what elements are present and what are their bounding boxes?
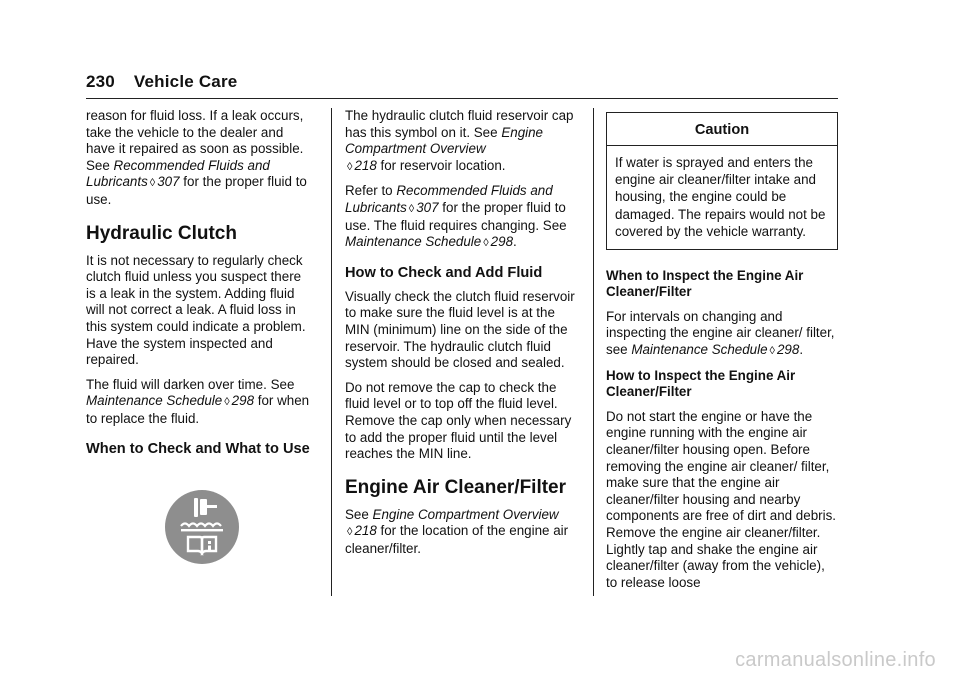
paragraph: It is not necessary to regularly check clutch fluid unless you suspect there is a leak in the system. Adding fluid will not correct a leak. A fluid loss in this system could indicate a problem. Have the system inspected and repaired. <box>86 252 306 368</box>
heading-when-to-inspect: When to Inspect the Engine Air Cleaner/Filter <box>606 267 804 300</box>
xref-icon: ◊ <box>408 202 415 215</box>
heading-how-to-inspect: How to Inspect the Engine Air Cleaner/Filter <box>606 367 796 400</box>
column-divider <box>593 108 594 596</box>
heading-when-to-check: When to Check and What to Use <box>86 440 310 457</box>
paragraph: For intervals on changing and inspecting the engine air cleaner/ filter, see Maintenance Schedule ◊ 298. <box>606 308 835 357</box>
caution-box <box>606 112 838 250</box>
column-1 <box>86 108 310 569</box>
clutch-symbol <box>86 489 310 570</box>
xref-icon: ◊ <box>347 160 353 173</box>
clutch-fluid-reservoir-symbol-icon <box>164 489 240 565</box>
xref-icon: ◊ <box>224 396 230 409</box>
xref-page[interactable]: 298 <box>776 342 800 357</box>
column-3 <box>606 108 838 599</box>
paragraph: The fluid will darken over time. See Maintenance Schedule ◊ 298 for when to replace the fluid. <box>86 376 310 426</box>
xref-page[interactable]: 298 <box>490 234 514 250</box>
xref-page[interactable]: 307 <box>416 199 439 215</box>
page-number: 230 <box>86 72 115 91</box>
xref-icon: ◊ <box>483 237 489 250</box>
xref-icon: ◊ <box>149 177 156 190</box>
xref-page[interactable]: 307 <box>157 174 180 190</box>
xref-page[interactable]: 218 <box>354 523 377 539</box>
column-divider <box>331 108 332 596</box>
paragraph: Do not remove the cap to check the fluid level or to top off the fluid level. Remove the cap only when necessary to add the proper fluid until the level reaches the MIN line. <box>345 379 572 462</box>
xref-link[interactable]: Engine Compartment Overview <box>345 124 544 157</box>
xref-link[interactable]: Maintenance Schedule <box>86 393 223 409</box>
page-header <box>86 72 237 92</box>
xref-link[interactable]: Maintenance Schedule <box>345 234 482 250</box>
paragraph: Visually check the clutch fluid reservoir to make sure the fluid level is at the MIN (minimum) line on the side of the reservoir. The hydraulic clutch fluid system should be closed and sealed. <box>345 288 575 371</box>
section-title: Vehicle Care <box>133 72 238 91</box>
column-2 <box>345 108 579 565</box>
heading-hydraulic-clutch: Hydraulic Clutch <box>86 222 237 244</box>
paragraph: Do not start the engine or have the engine running with the engine air cleaner/filter housing open. Before removing the engine air cleaner/ filter, make sure that the engine air cleaner/filter housing and nearby components are free of dirt and debris. Remove the engine air cleaner/filter. Lightly tap and shake the engine air cleaner/filter (away from the vehicle), to release loose <box>606 408 837 590</box>
paragraph: The hydraulic clutch fluid reservoir cap has this symbol on it. See Engine Compartment Overview ◊ 218 for reservoir location. <box>345 108 574 173</box>
xref-link[interactable]: Maintenance Schedule <box>631 342 768 357</box>
xref-icon: ◊ <box>347 526 353 539</box>
xref-icon: ◊ <box>769 345 775 357</box>
xref-page[interactable]: 218 <box>354 157 377 173</box>
header-rule <box>86 98 838 99</box>
watermark: carmanualsonline.info <box>735 649 936 671</box>
xref-page[interactable]: 298 <box>231 393 255 409</box>
xref-link[interactable]: Recommended Fluids and Lubricants <box>86 157 270 190</box>
heading-how-to-check: How to Check and Add Fluid <box>345 264 543 281</box>
xref-link[interactable]: Recommended Fluids and Lubricants <box>345 183 553 215</box>
caution-title: Caution <box>607 113 837 146</box>
paragraph: Refer to Recommended Fluids and Lubricants ◊ 307 for the proper fluid to use. The fluid requires changing. See Maintenance Schedule ◊ 298. <box>345 183 567 250</box>
caution-body: If water is sprayed and enters the engine air cleaner/filter intake and housing, the engine could be damaged. The repairs would not be covered by the vehicle warranty. <box>615 154 826 240</box>
paragraph: reason for fluid loss. If a leak occurs, take the vehicle to the dealer and have it repaired as soon as possible. See Recommended Fluids and Lubricants ◊ 307 for the proper fluid to use. <box>86 108 307 207</box>
heading-engine-air-cleaner: Engine Air Cleaner/Filter <box>345 476 567 498</box>
xref-link[interactable]: Engine Compartment Overview <box>372 506 559 522</box>
paragraph: See Engine Compartment Overview ◊ 218 for the location of the engine air cleaner/filter. <box>345 506 569 556</box>
